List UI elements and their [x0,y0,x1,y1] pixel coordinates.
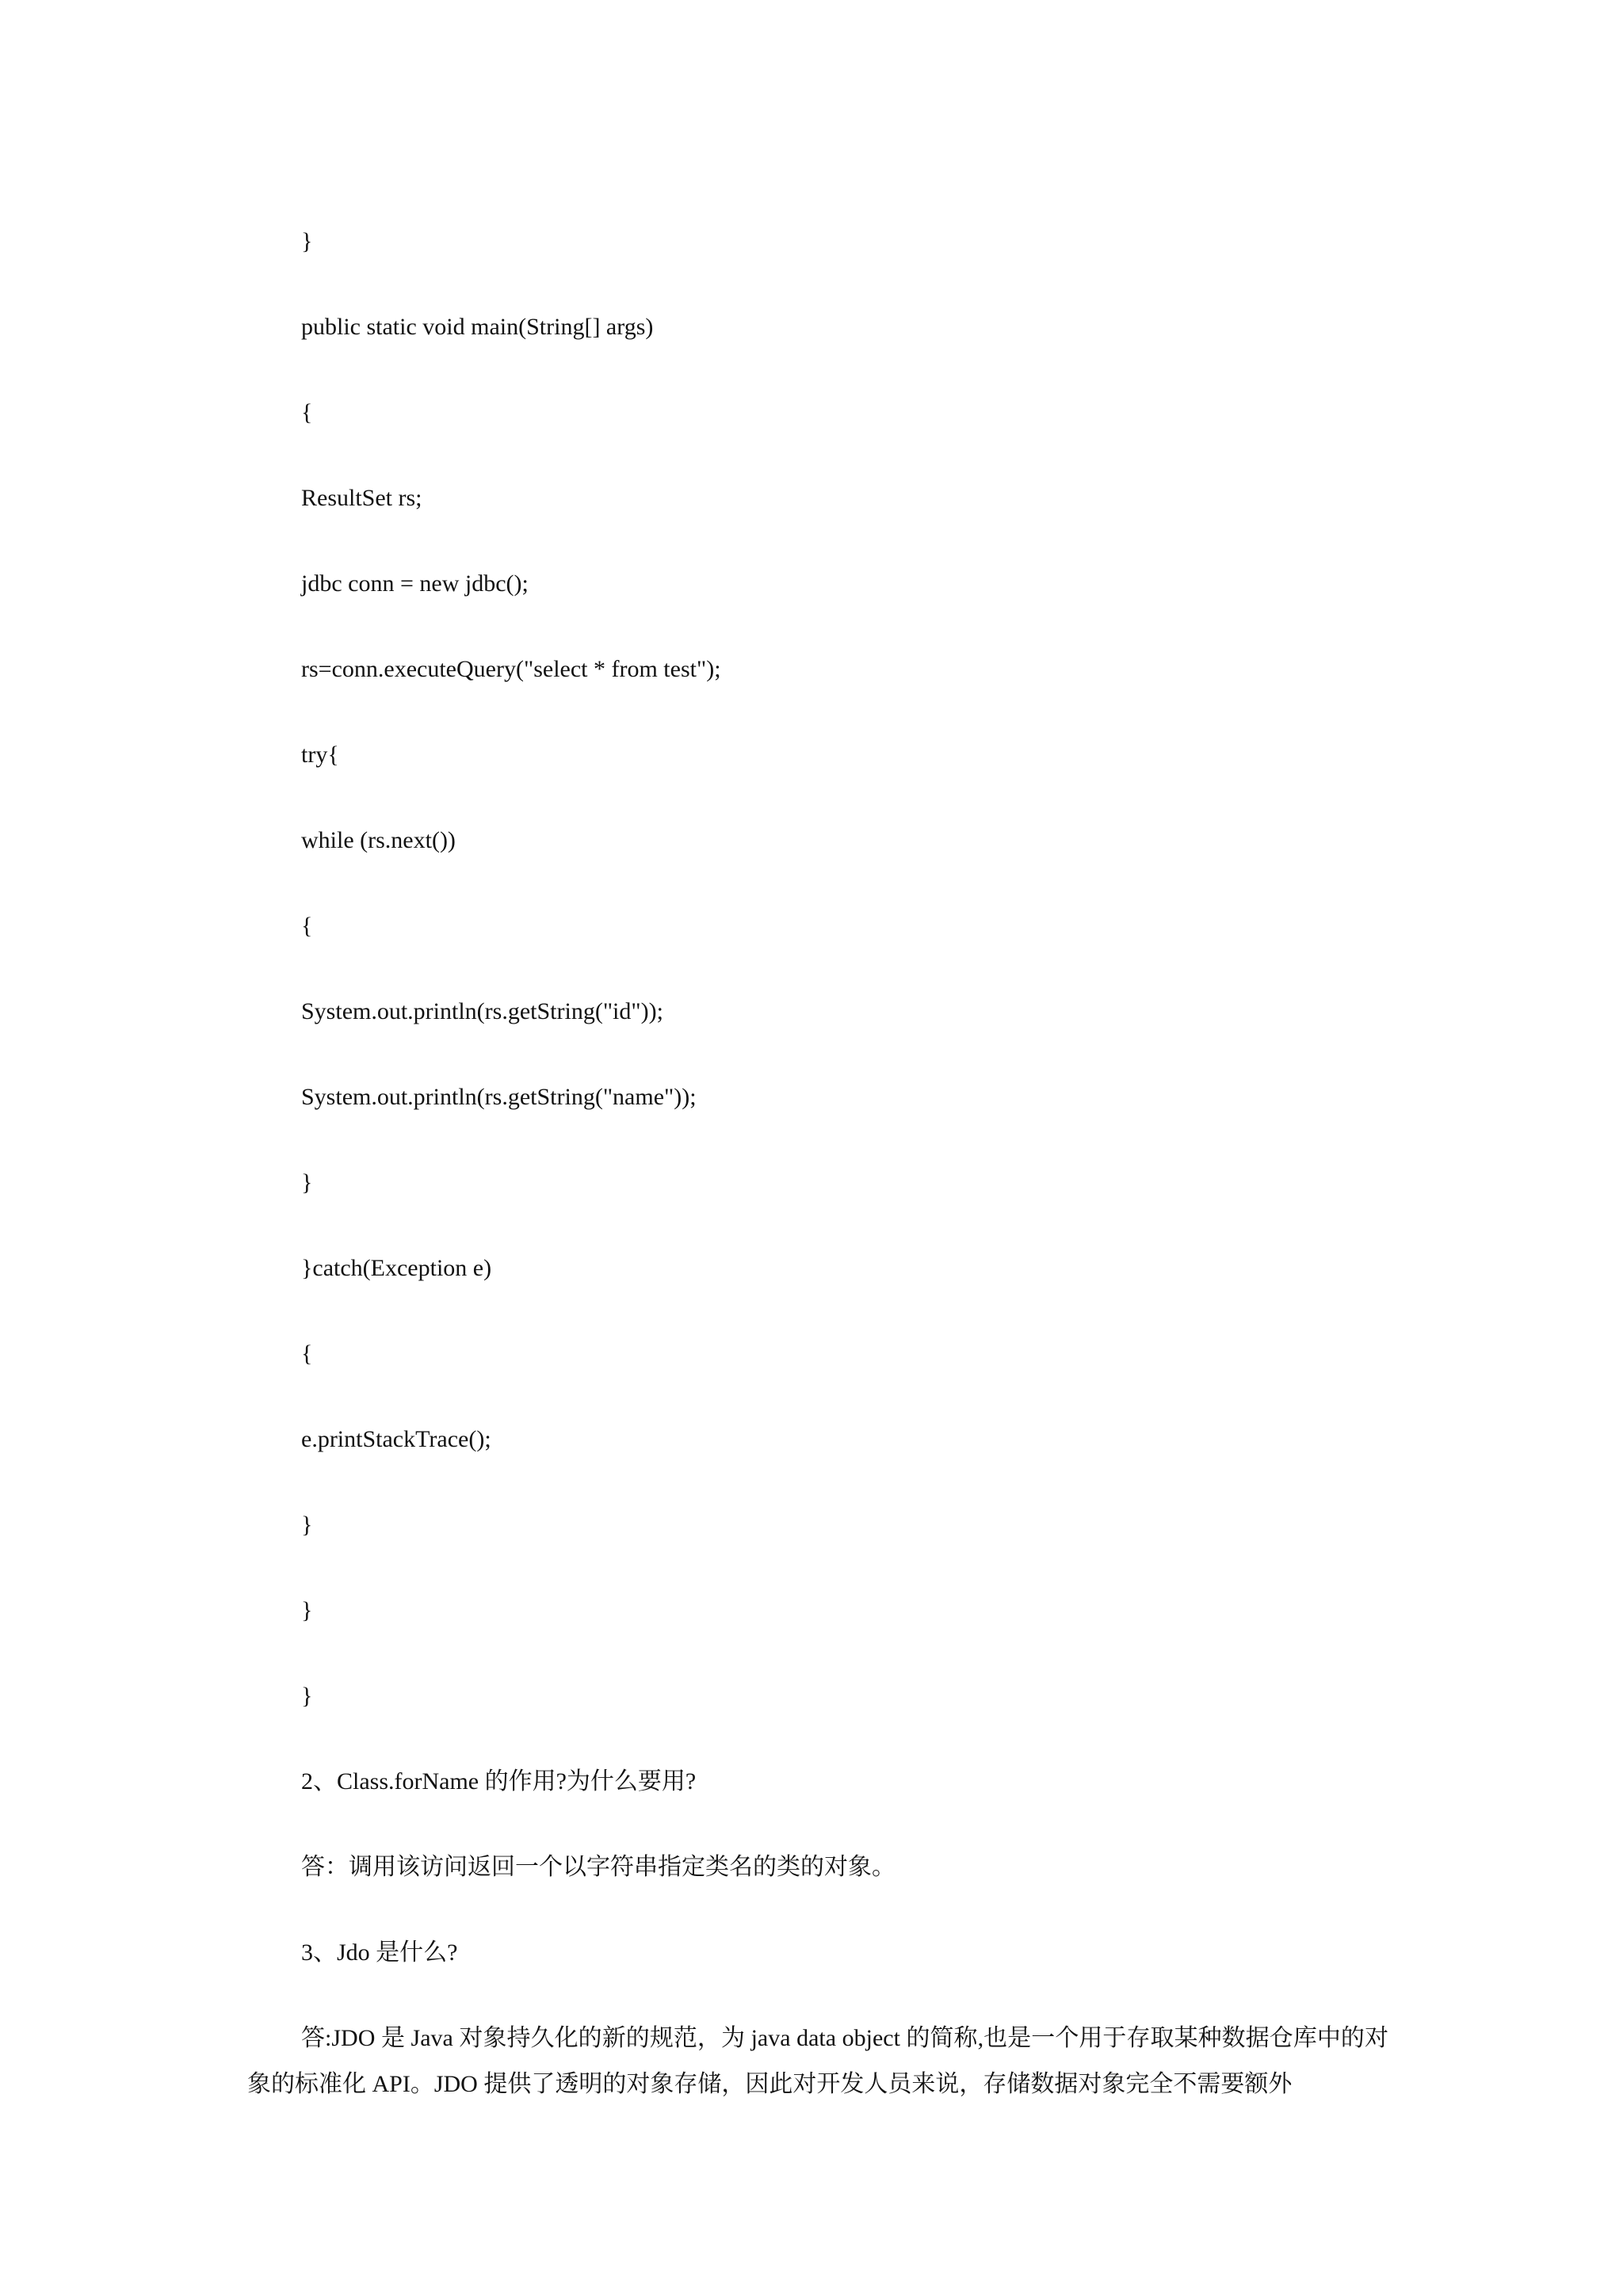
code-line: e.printStackTrace(); [301,1426,491,1452]
code-line: } [301,1683,313,1709]
code-line: { [301,1341,313,1367]
code-line: } [301,1597,313,1623]
code-line: try{ [301,742,339,768]
answer-text: 答：调用该访问返回一个以字符串指定类名的类的对象。 [301,1854,896,1880]
code-line: }catch(Exception e) [301,1255,492,1281]
code-line: { [301,913,313,939]
question-heading: 2、Class.forName 的作用?为什么要用? [301,1768,697,1794]
code-line: ResultSet rs; [301,485,422,511]
question-heading: 3、Jdo 是什么? [301,1939,458,1966]
code-line: } [301,1169,313,1196]
code-line: public static void main(String[] args) [301,314,654,340]
code-line: while (rs.next()) [301,827,456,853]
code-line: } [301,1512,313,1538]
code-line: rs=conn.executeQuery("select * from test"); [301,656,721,682]
code-line: System.out.println(rs.getString("name")); [301,1084,697,1110]
code-line: jdbc conn = new jdbc(); [301,570,529,597]
code-line: System.out.println(rs.getString("id")); [301,998,663,1024]
code-line: } [301,228,313,254]
answer-paragraph: 答:JDO 是 Java 对象持久化的新的规范，为 java data object 的简称,也是一个用于存取某种数据仓库中的对象的标准化 API。JDO 提供了透明的对象存储，因此对开发人员来说，存储数据对象完全不需要额外 [247,2025,1388,2097]
code-line: { [301,399,313,425]
